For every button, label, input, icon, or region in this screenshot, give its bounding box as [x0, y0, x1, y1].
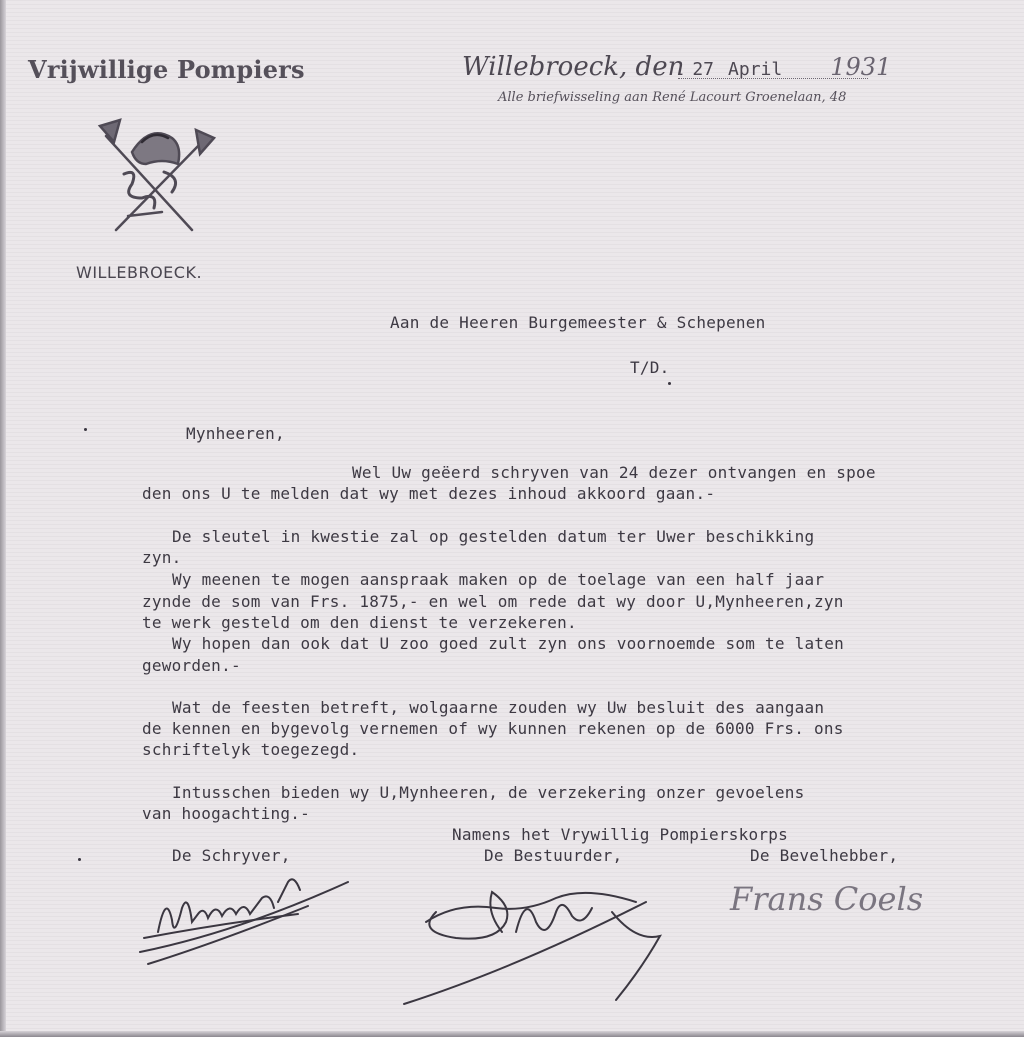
signatory-role-secretary: De Schryver,: [172, 846, 291, 865]
body-line: Wy meenen te mogen aanspraak maken op de toelage van een half jaar: [172, 570, 825, 589]
signature-commander: Frans Coels: [730, 880, 924, 918]
body-line: den ons U te melden dat wy met dezes inhoud akkoord gaan.-: [142, 484, 716, 503]
firefighter-emblem-icon: [92, 112, 216, 242]
body-line: Intusschen bieden wy U,Mynheeren, de verzekering onzer gevoelens: [172, 783, 805, 802]
correspondence-address: Alle briefwisseling aan René Lacourt Groenelaan, 48: [498, 90, 847, 105]
recipient-line: Aan de Heeren Burgemeester & Schepenen: [390, 313, 766, 332]
organization-city: WILLEBROECK.: [76, 263, 203, 282]
body-line: Wy hopen dan ook dat U zoo goed zult zyn ons voornoemde som te laten: [172, 634, 845, 653]
scan-speck: [668, 382, 671, 385]
on-behalf-line: Namens het Vrywillig Pompierskorps: [452, 825, 789, 844]
body-line: Wat de feesten betreft, wolgaarne zouden wy Uw besluit des aangaan: [172, 698, 825, 717]
signatory-role-director: De Bestuurder,: [484, 846, 623, 865]
salutation: Mynheeren,: [186, 424, 285, 443]
body-line: te werk gesteld om den dienst te verzekeren.: [142, 613, 577, 632]
body-line: de kennen en bygevolg vernemen of wy kunnen rekenen op de 6000 Frs. ons: [142, 719, 844, 738]
scan-speck: [78, 858, 81, 861]
scan-speck: [84, 428, 87, 431]
date-underline: [678, 77, 868, 79]
body-line: zynde de som van Frs. 1875,- en wel om rede dat wy door U,Mynheeren,zyn: [142, 592, 844, 611]
body-line: geworden.-: [142, 656, 241, 675]
scan-edge-left: [0, 0, 6, 1037]
body-line: Wel Uw geëerd schryven van 24 dezer ontvangen en spoe: [352, 463, 876, 482]
signature-director: [396, 872, 676, 1012]
scan-edge-bottom: [0, 1031, 1024, 1037]
signature-secretary: [138, 862, 368, 974]
body-line: van hoogachting.-: [142, 804, 311, 823]
place-prefix: Willebroeck, den: [462, 52, 685, 82]
body-line: schriftelyk toegezegd.: [142, 740, 360, 759]
date-month: April: [728, 59, 783, 80]
date-day: 27: [692, 59, 715, 80]
signatory-role-commander: De Bevelhebber,: [750, 846, 899, 865]
date-year: 1931: [830, 53, 892, 81]
recipient-abbreviation: T/D.: [630, 358, 670, 377]
body-line: zyn.: [142, 548, 182, 567]
organization-name: Vrijwillige Pompiers: [28, 55, 305, 84]
body-line: De sleutel in kwestie zal op gestelden datum ter Uwer beschikking: [172, 527, 815, 546]
